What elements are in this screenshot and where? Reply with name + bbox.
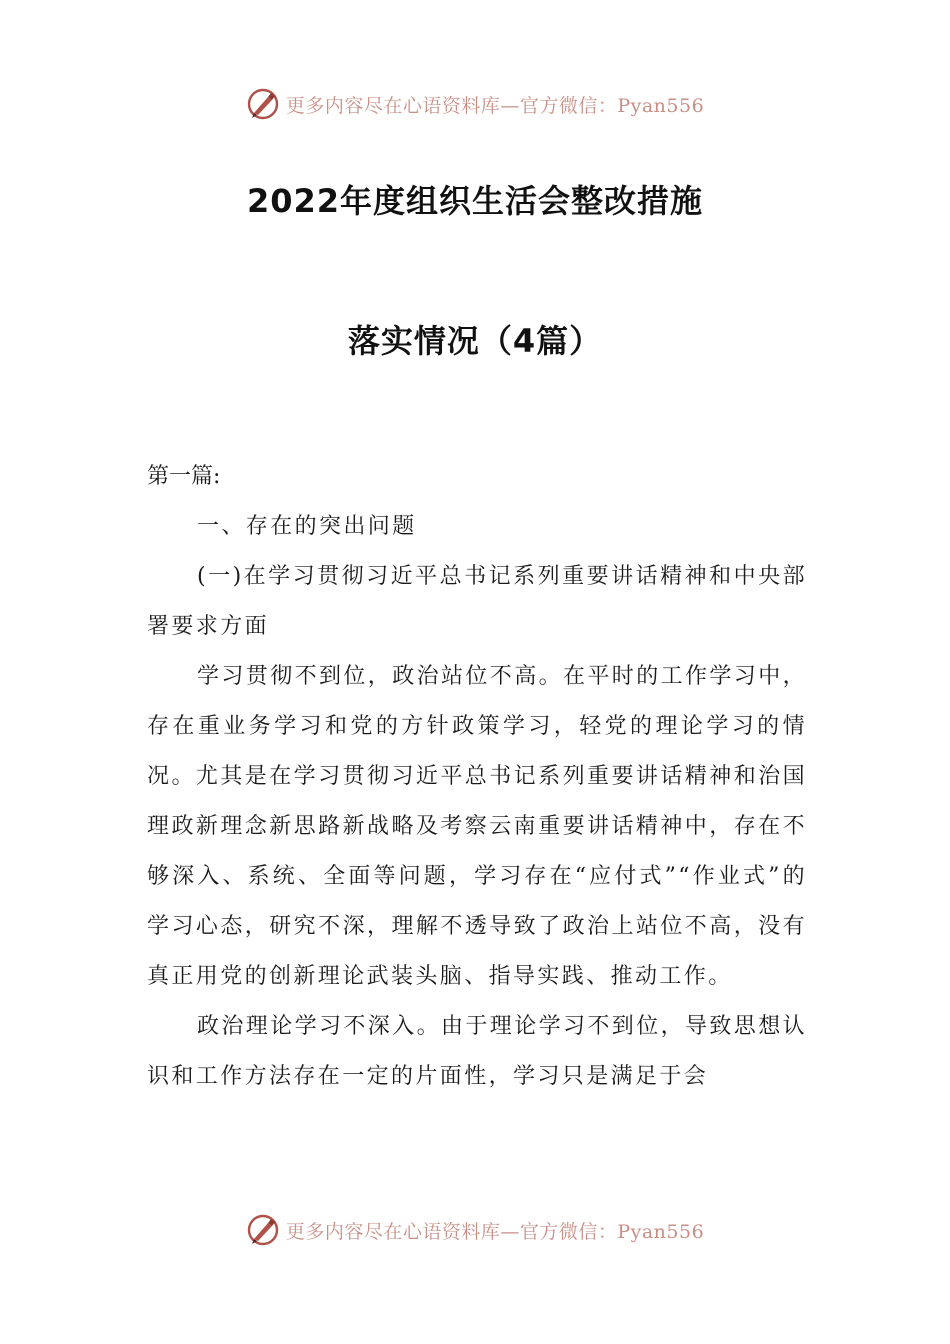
pen-logo-icon [246, 1213, 280, 1247]
watermark-text: 更多内容尽在心语资料库—官方微信：Pyan556 [285, 1220, 705, 1243]
watermark-text: 更多内容尽在心语资料库—官方微信：Pyan556 [285, 94, 705, 117]
heading-level-1: 一、存在的突出问题 [197, 514, 417, 539]
document-title-line-1: 2022年度组织生活会整改措施 [246, 182, 704, 220]
document-title-line-2: 落实情况（4篇） [347, 322, 603, 360]
heading-level-2: (一)在学习贯彻习近平总书记系列重要讲话精神和中央部署要求方面 [147, 564, 807, 639]
body-paragraph: 政治理论学习不深入。由于理论学习不到位，导致思想认识和工作方法存在一定的片面性，学习只是满足于会 [147, 1014, 808, 1089]
pen-logo-icon [246, 87, 280, 121]
watermark-banner-top [0, 84, 950, 124]
section-label: 第一篇: [147, 464, 221, 489]
watermark-banner-bottom [0, 1210, 950, 1250]
document-body [147, 452, 807, 1102]
body-paragraph: 学习贯彻不到位，政治站位不高。在平时的工作学习中，存在重业务学习和党的方针政策学习，轻党的理论学习的情况。尤其是在学习贯彻习近平总书记系列重要讲话精神和治国理政新理念新思路新战略及考察云南重要讲话精神中，存在不够深入、系统、全面等问题，学习存在“应付式”“作业式”的学习心态，研究不深，理解不透导致了政治上站位不高，没有真正用党的创新理论武装头脑、指导实践、推动工作。 [147, 664, 808, 989]
